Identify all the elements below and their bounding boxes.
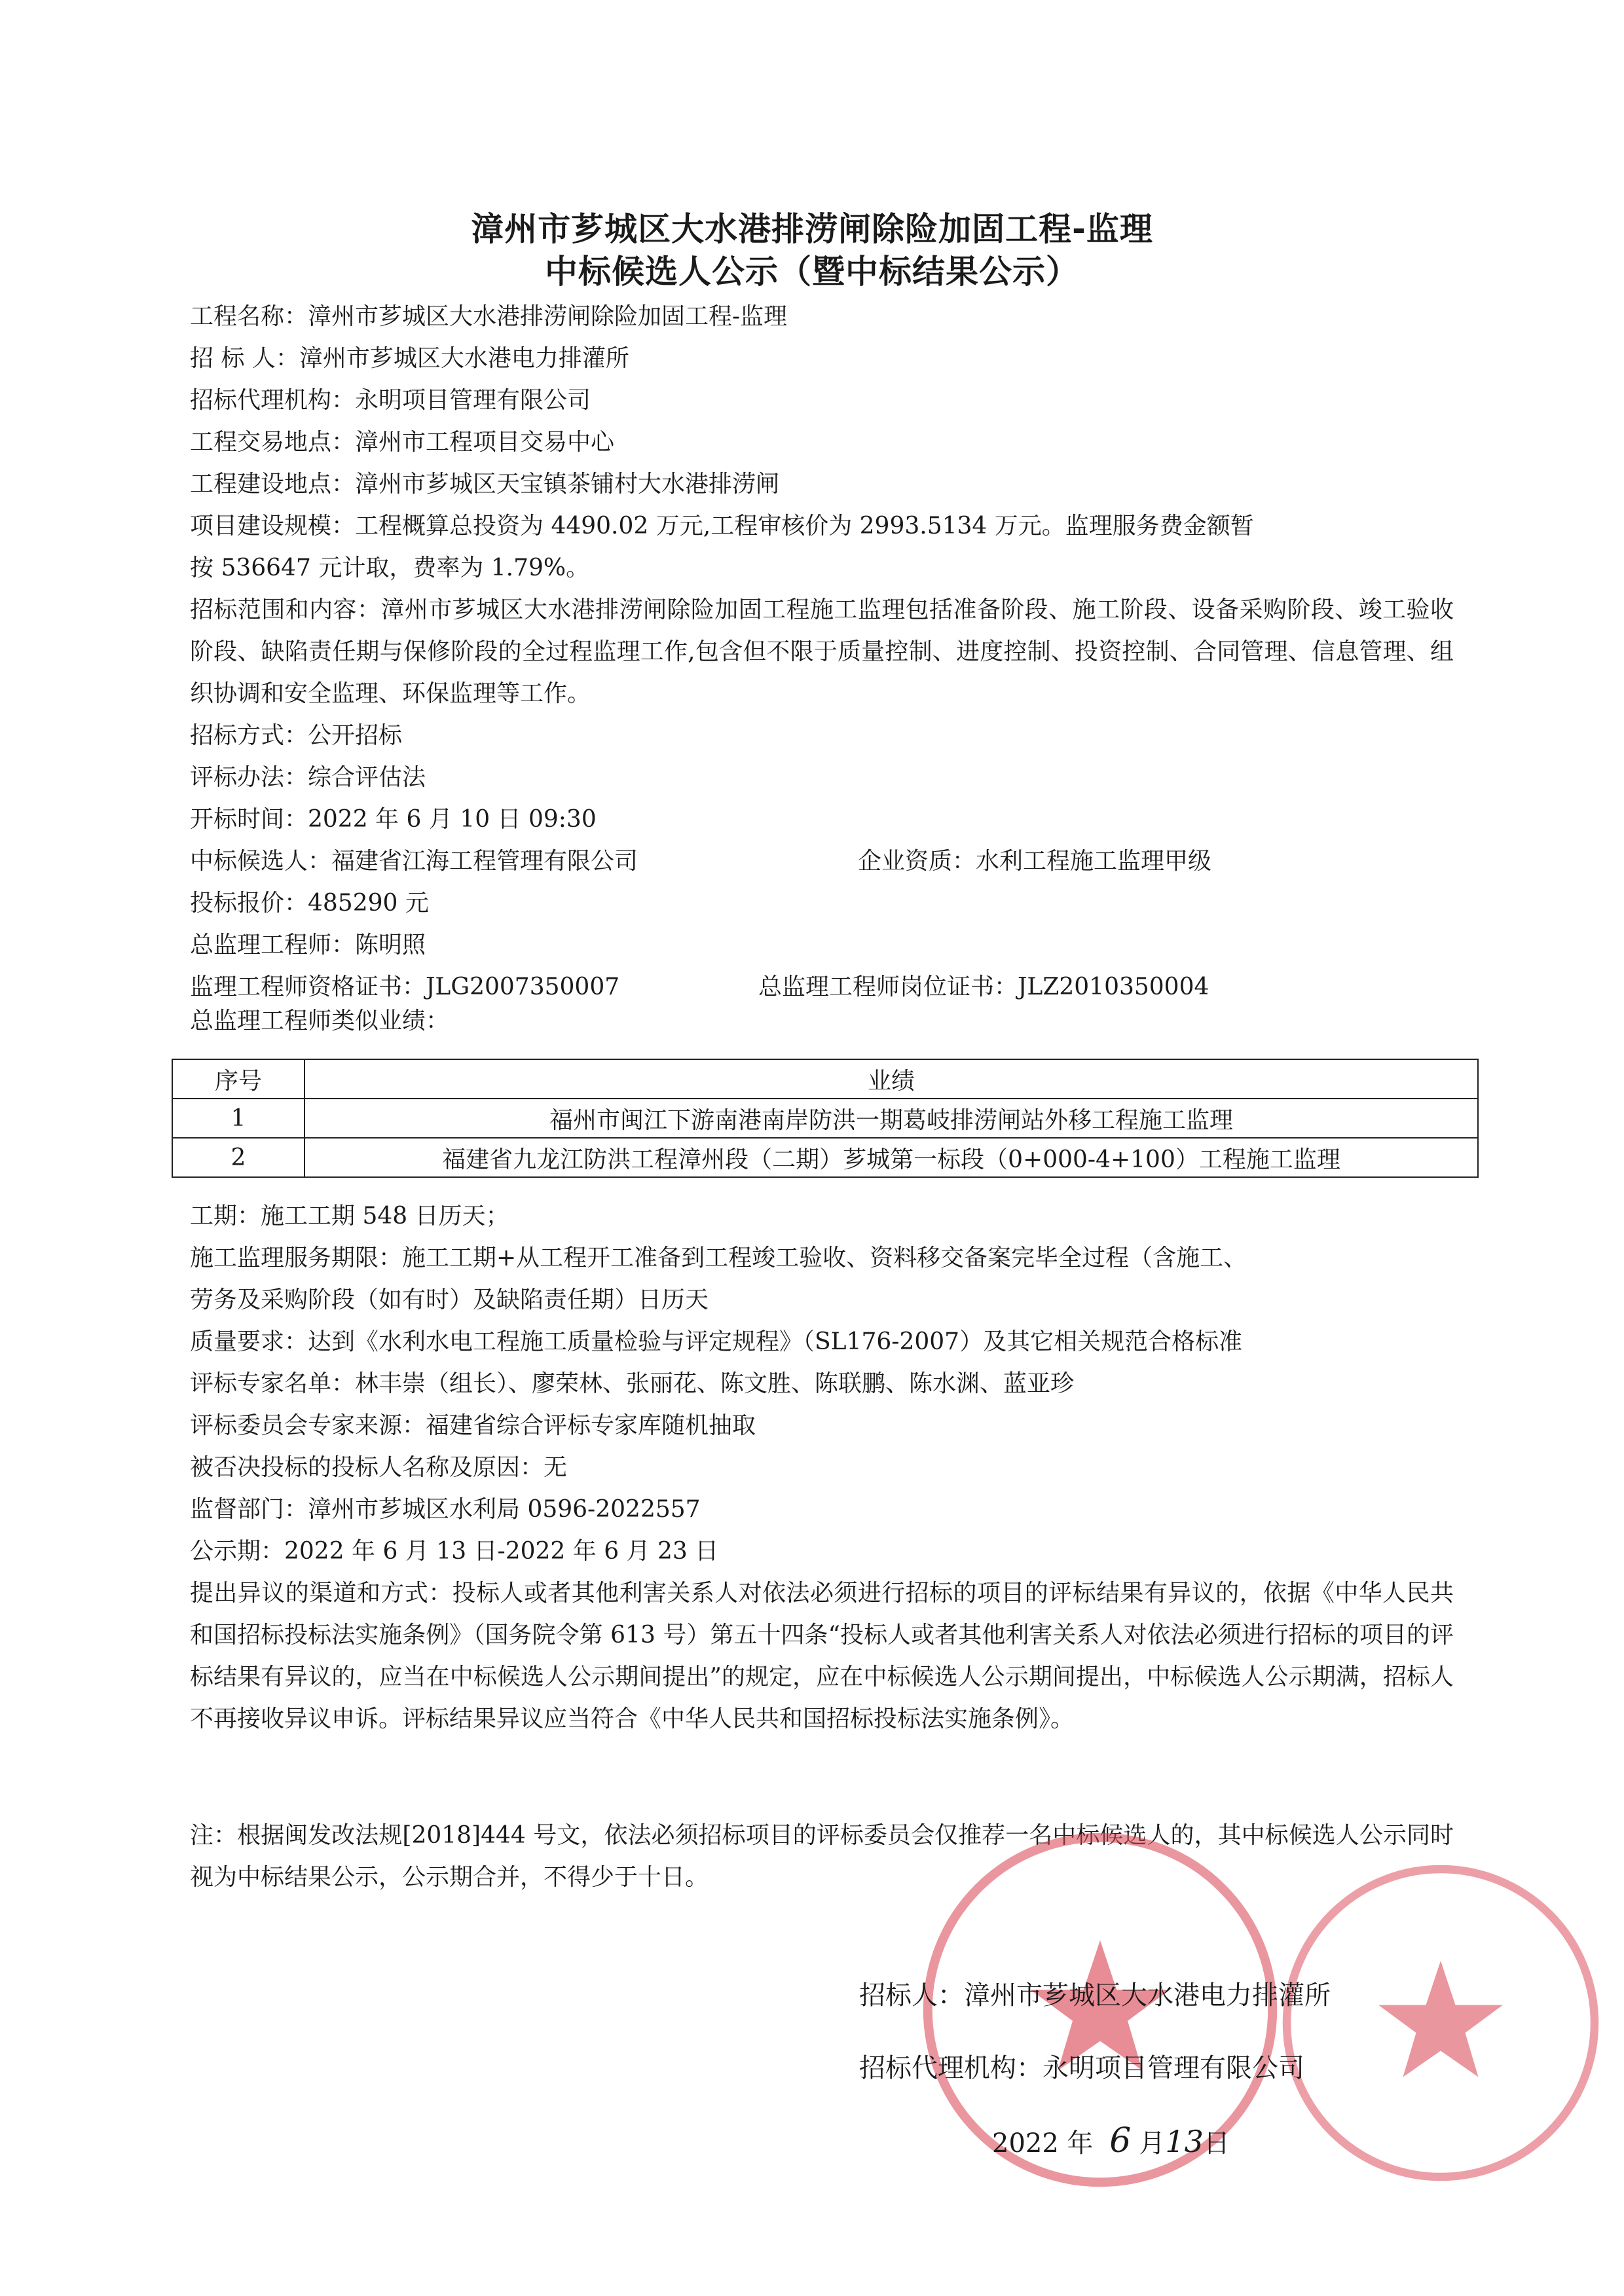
- row-performance: 福建省九龙江防洪工程漳州段（二期）芗城第一标段（0+000-4+100）工程施工监理: [304, 1138, 1478, 1177]
- tender-method: 招标方式：公开招标: [190, 722, 403, 749]
- qualification: 企业资质：水利工程施工监理甲级: [858, 848, 1212, 875]
- agency-seal-stamp: [1277, 1859, 1604, 2187]
- scale-line2: 按 536647 元计取，费率为 1.79%。: [190, 555, 590, 581]
- service-line2: 劳务及采购阶段（如有时）及缺陷责任期）日历天: [190, 1286, 709, 1313]
- signature-date: [992, 2121, 1230, 2160]
- evaluation-method: 评标办法：综合评估法: [190, 764, 426, 791]
- candidate: 中标候选人：福建省江海工程管理有限公司: [190, 848, 638, 875]
- performance-table: [172, 1059, 1479, 1178]
- trade-place: 工程交易地点：漳州市工程项目交易中心: [190, 429, 615, 456]
- signature-agency: 招标代理机构：永明项目管理有限公司: [859, 2053, 1304, 2083]
- rejected-bidders: 被否决投标的投标人名称及原因：无: [190, 1454, 568, 1481]
- tenderer: 招 标 人：漳州市芗城区大水港电力排灌所: [190, 345, 629, 372]
- row-performance: 福州市闽江下游南港南岸防洪一期葛岐排涝闸站外移工程施工监理: [304, 1099, 1478, 1138]
- date-day-handwritten: 13: [1165, 2124, 1204, 2159]
- supervisor: 监督部门：漳州市芗城区水利局 0596-2022557: [190, 1496, 701, 1523]
- expert-list: 评标专家名单：林丰崇（组长）、廖荣林、张丽花、陈文胜、陈联鹏、陈水渊、蓝亚珍: [190, 1370, 1075, 1397]
- cert-row: [190, 966, 1454, 1008]
- header-index: 序号: [172, 1059, 304, 1099]
- scope-text: 招标范围和内容：漳州市芗城区大水港排涝闸除险加固工程施工监理包括准备阶段、施工阶段、设备采购阶段、竣工验收阶段、缺陷责任期与保修阶段的全过程监理工作,包含但不限于质量控制、进度控制、投资控制、合同管理、信息管理、组织协调和安全监理、环保监理等工作。: [190, 596, 1454, 707]
- quality-requirement: 质量要求：达到《水利水电工程施工质量检验与评定规程》（SL176-2007）及其它相关规范合格标准: [190, 1328, 1243, 1355]
- date-month-unit: 月: [1139, 2128, 1166, 2159]
- project-name: 工程名称：漳州市芗城区大水港排涝闸除险加固工程-监理: [190, 303, 788, 330]
- table-header-row: [172, 1059, 1478, 1099]
- candidate-row: [190, 841, 1454, 883]
- publicity-period: 公示期：2022 年 6 月 13 日-2022 年 6 月 23 日: [190, 1538, 719, 1565]
- signature-tenderer: 招标人：漳州市芗城区大水港电力排灌所: [859, 1980, 1331, 2011]
- performance-title: 总监理工程师类似业绩：: [190, 1008, 450, 1034]
- seal-icon: [1277, 1859, 1604, 2187]
- build-place: 工程建设地点：漳州市芗城区天宝镇茶铺村大水港排涝闸: [190, 471, 780, 498]
- date-year: 2022 年: [992, 2128, 1094, 2159]
- table-row: [172, 1099, 1478, 1138]
- date-month-handwritten: 6: [1109, 2121, 1132, 2160]
- agency: 招标代理机构：永明项目管理有限公司: [190, 387, 591, 414]
- expert-source: 评标委员会专家来源：福建省综合评标专家库随机抽取: [190, 1412, 756, 1439]
- open-time: 开标时间：2022 年 6 月 10 日 09:30: [190, 806, 597, 833]
- info-section: [190, 296, 1454, 1034]
- row-index: 2: [172, 1138, 304, 1177]
- table-row: [172, 1138, 1478, 1177]
- bid-price: 投标报价：485290 元: [190, 890, 429, 917]
- document-title-line1: 漳州市芗城区大水港排涝闸除险加固工程-监理: [471, 210, 1153, 248]
- date-day-unit: 日: [1203, 2128, 1230, 2159]
- scale-line1: 项目建设规模：工程概算总投资为 4490.02 万元,工程审核价为 2993.5134 万元。监理服务费金额暂: [190, 513, 1254, 539]
- engineer-cert: 监理工程师资格证书：JLG2007350007: [190, 974, 620, 1000]
- service-line1: 施工监理服务期限：施工工期+从工程开工准备到工程竣工验收、资料移交备案完毕全过程（含施工、: [190, 1245, 1247, 1271]
- chief-engineer: 总监理工程师：陈明照: [190, 932, 426, 958]
- header-performance: 业绩: [304, 1059, 1478, 1099]
- document-title-line2: 中标候选人公示（暨中标结果公示）: [545, 253, 1079, 291]
- chief-cert: 总监理工程师岗位证书：JLZ2010350004: [758, 974, 1209, 1000]
- construction-period: 工期：施工工期 548 日历天；: [190, 1203, 509, 1230]
- objection-text: 提出异议的渠道和方式：投标人或者其他利害关系人对依法必须进行招标的项目的评标结果有异议的，依据《中华人民共和国招标投标法实施条例》（国务院令第 613 号）第五十四条“投标人或者其他利害关系人对依法必须进行招标的项目的评标结果有异议的，应当在中标候选人公示期间提出”的规定，应在中标候选人公示期间提出，中标候选人公示期满，招标人不再接收异议申诉。评标结果异议应当符合《中华人民共和国招标投标法实施条例》。: [190, 1580, 1454, 1732]
- details-section: [190, 1195, 1454, 1899]
- note-text: 注：根据闽发改法规[2018]444 号文，依法必须招标项目的评标委员会仅推荐一名中标候选人的，其中标候选人公示同时视为中标结果公示，公示期合并，不得少于十日。: [190, 1822, 1454, 1891]
- row-index: 1: [172, 1099, 304, 1138]
